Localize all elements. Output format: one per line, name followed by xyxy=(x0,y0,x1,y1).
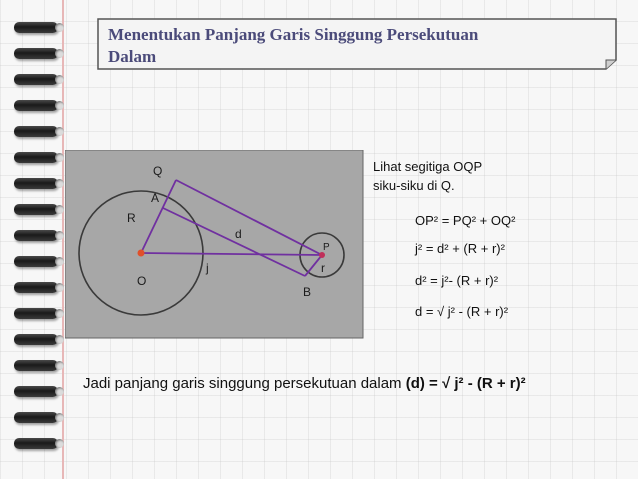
conclusion-text: Jadi panjang garis singgung persekutuan dalam xyxy=(83,375,406,392)
label-R: R xyxy=(127,211,136,225)
diagram-svg xyxy=(65,150,365,340)
title-box xyxy=(97,18,617,70)
center-O xyxy=(138,250,145,257)
explanation-intro-1: Lihat segitiga OQP xyxy=(373,159,483,174)
binding-ring xyxy=(14,100,58,111)
label-Q: Q xyxy=(153,164,163,178)
label-j: j xyxy=(206,261,209,275)
conclusion xyxy=(83,375,526,392)
binding-ring xyxy=(14,230,58,241)
binding-ring xyxy=(14,22,58,33)
binding-ring xyxy=(14,412,58,423)
binding-ring xyxy=(14,256,58,267)
conclusion-formula: (d) = √ j² - (R + r)² xyxy=(405,375,526,392)
binding-ring xyxy=(14,178,58,189)
equation-1: OP² = PQ² + OQ² xyxy=(415,213,516,228)
binding-ring xyxy=(14,308,58,319)
binding-ring xyxy=(14,438,58,449)
tangent-diagram xyxy=(65,150,365,340)
label-P: P xyxy=(323,242,330,253)
title-line-1: Menentukan Panjang Garis Singgung Persekutuan xyxy=(108,25,479,44)
label-r: r xyxy=(321,261,325,275)
diagram-panel xyxy=(65,150,363,338)
binding-ring xyxy=(14,74,58,85)
binding-ring xyxy=(14,126,58,137)
title-line-2: Dalam xyxy=(108,47,157,66)
equation-3: d² = j²- (R + r)² xyxy=(415,273,499,288)
explanation-intro-2: siku-siku di Q. xyxy=(373,178,455,193)
label-d: d xyxy=(235,227,242,241)
label-A: A xyxy=(151,191,160,205)
binding-ring xyxy=(14,48,58,59)
binding-ring xyxy=(14,204,58,215)
spiral-binding xyxy=(0,0,70,479)
binding-ring xyxy=(14,334,58,345)
equation-2: j² = d² + (R + r)² xyxy=(415,241,505,256)
label-O: O xyxy=(137,274,147,288)
binding-ring xyxy=(14,386,58,397)
equation-4: d = √ j² - (R + r)² xyxy=(415,304,509,319)
binding-ring xyxy=(14,360,58,371)
label-B: B xyxy=(303,285,312,299)
binding-ring xyxy=(14,282,58,293)
page-title xyxy=(108,24,588,68)
binding-ring xyxy=(14,152,58,163)
